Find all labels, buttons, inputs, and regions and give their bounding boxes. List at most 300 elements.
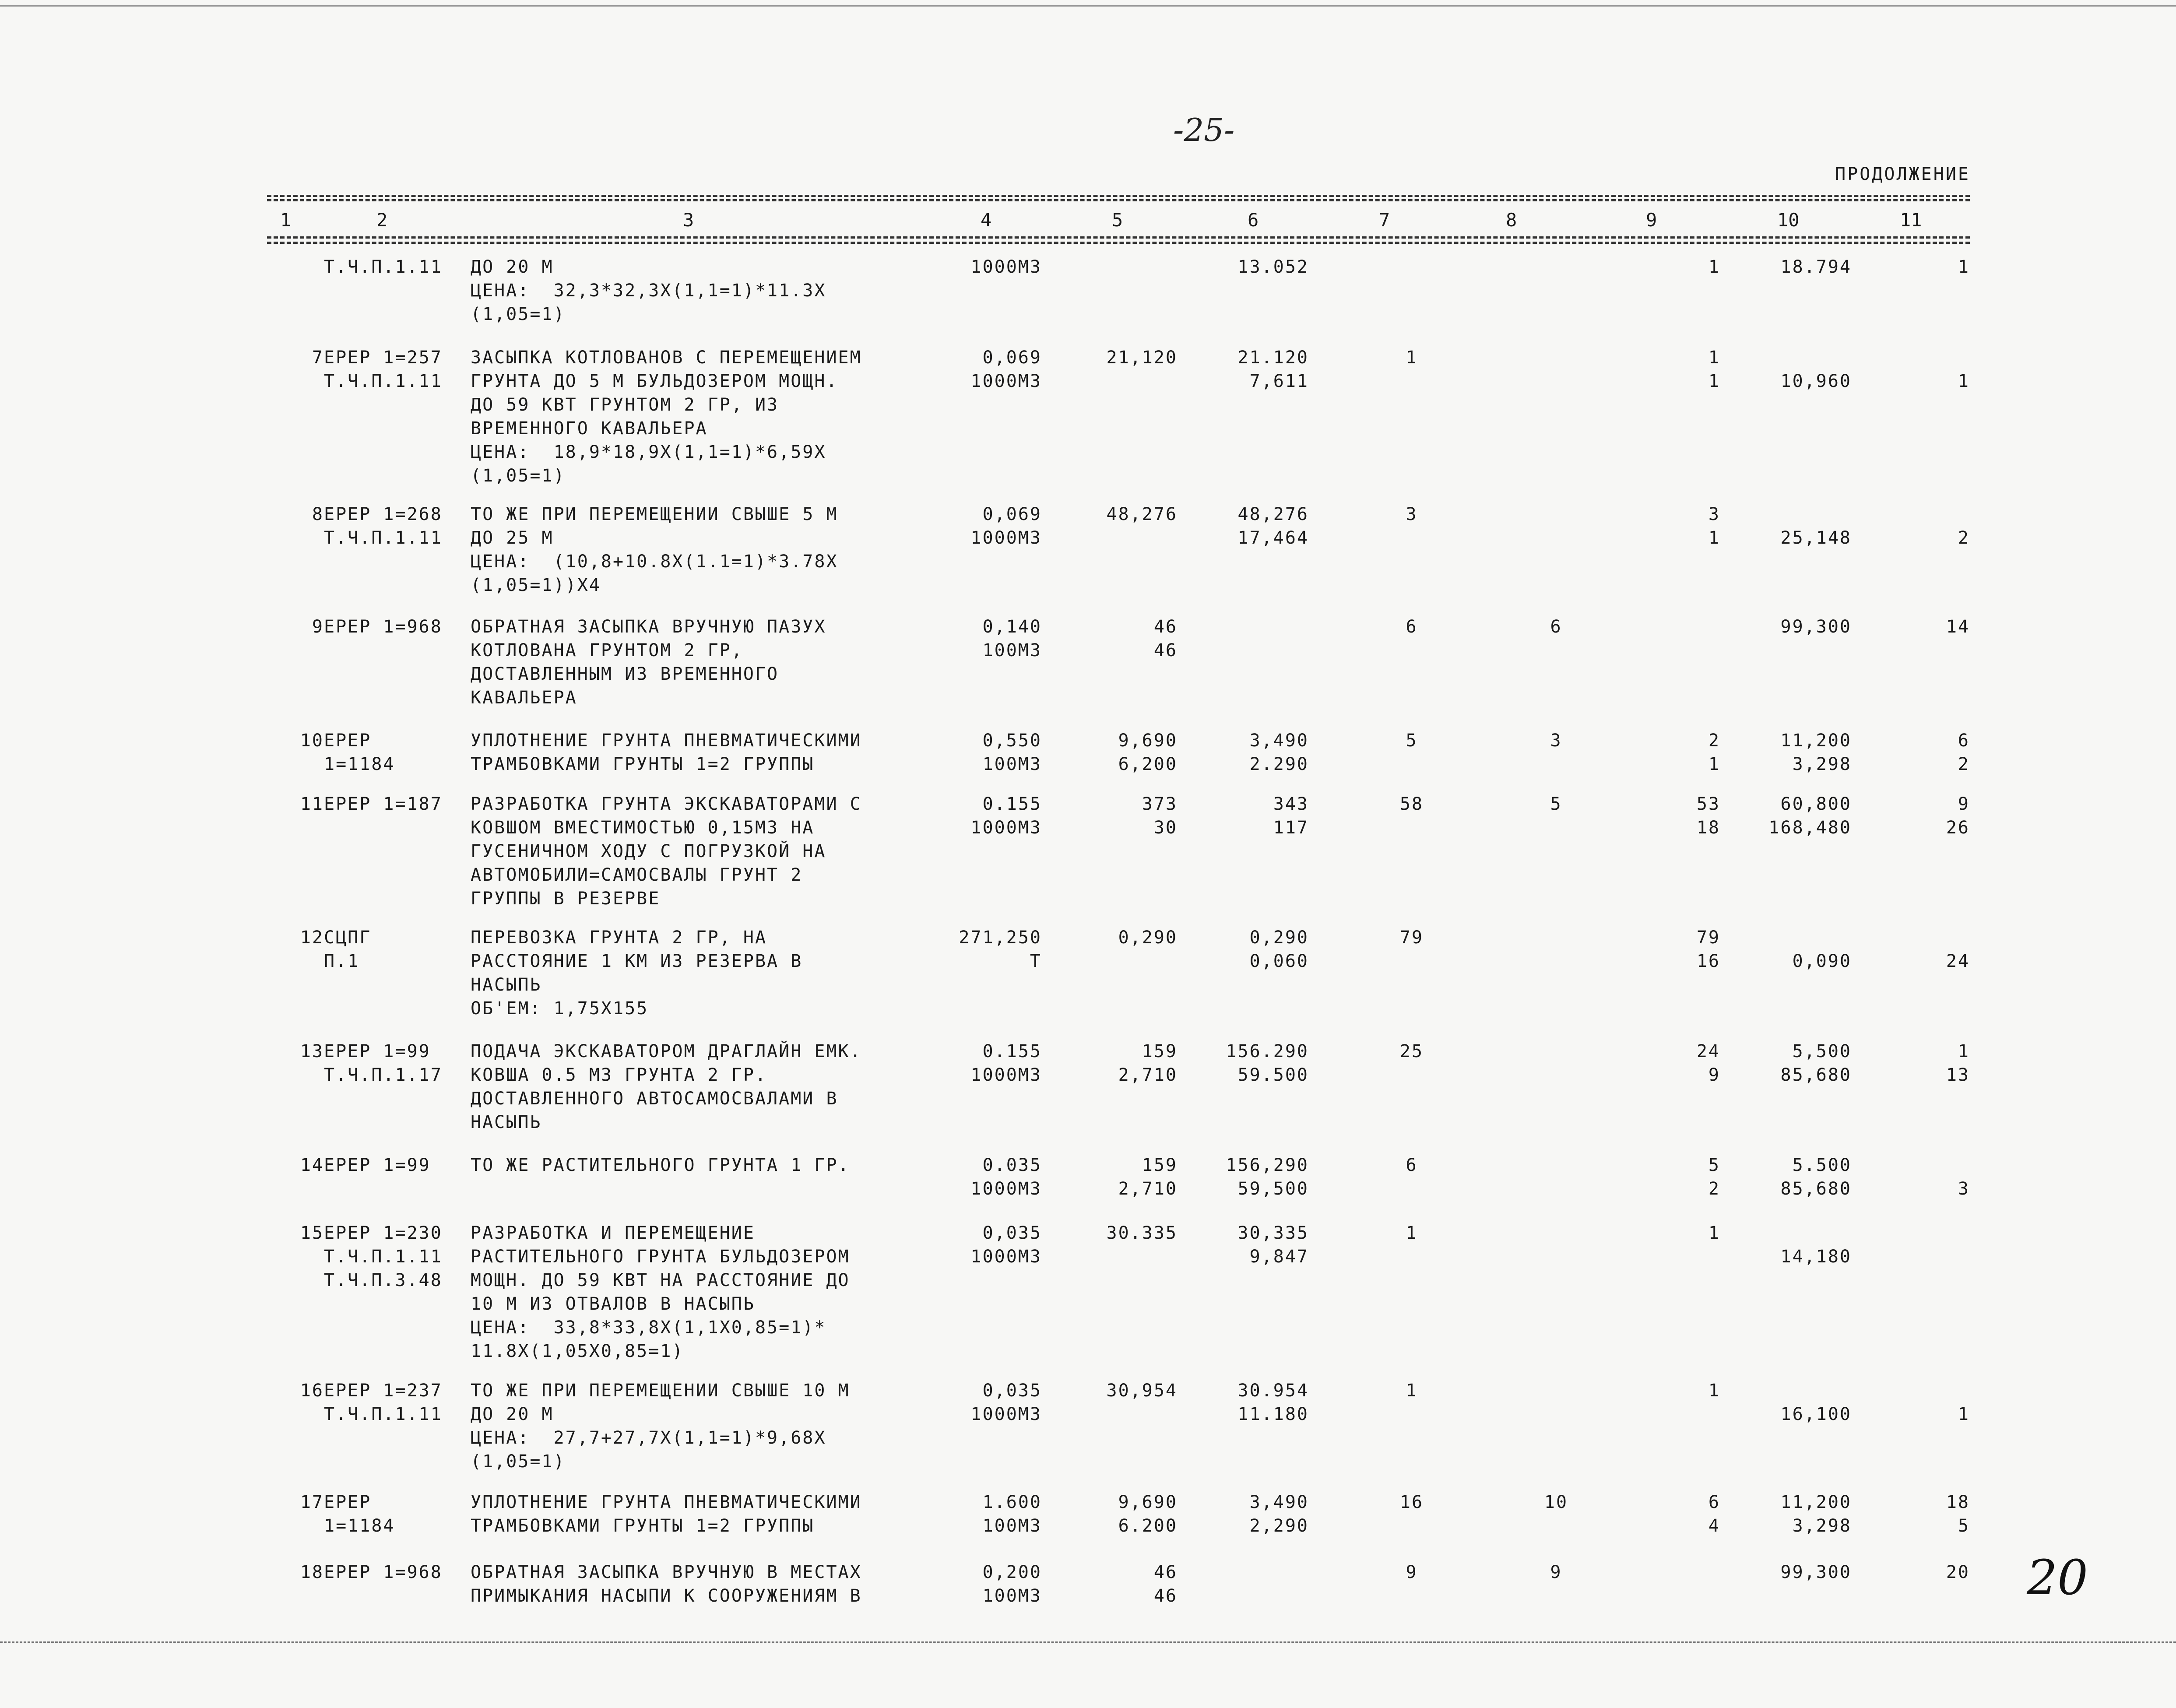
cell-col-1 — [245, 1153, 324, 1177]
cell-line: 3 — [1406, 504, 1418, 524]
cell-col-1 — [245, 346, 324, 369]
cell-line: 18 — [300, 1562, 324, 1582]
header-col-1: 1 — [280, 209, 292, 231]
cell-line: 30.335 — [1106, 1223, 1178, 1243]
cell-col-2 — [324, 615, 468, 639]
cell-col-2 — [324, 255, 468, 279]
cell-col-10 — [1729, 1490, 1852, 1538]
cell-line — [1379, 255, 1445, 279]
cell-line: 159 — [1142, 1155, 1178, 1175]
cell-line: 4 — [1708, 1516, 1720, 1536]
cell-col-6 — [1182, 346, 1309, 393]
cell-line — [1729, 1379, 1852, 1402]
cell-col-4 — [932, 1490, 1042, 1538]
cell-line: Т.Ч.П.3.48 — [324, 1270, 443, 1290]
cell-line: Т.Ч.П.1.11 — [324, 1404, 443, 1424]
cell-line: 0,035 — [982, 1381, 1042, 1401]
cell-col-7 — [1379, 792, 1445, 816]
cell-line — [1729, 503, 1852, 526]
cell-line: ДО 20 М — [471, 257, 554, 277]
cell-line: 16,100 — [1780, 1404, 1852, 1424]
cell-line: 1 — [1406, 348, 1418, 368]
cell-line: 18 — [1696, 818, 1720, 838]
cell-line: 1 — [1958, 257, 1970, 277]
cell-line: ЕРЕР 1=187 — [324, 794, 443, 814]
cell-line: 11,200 — [1780, 731, 1852, 751]
cell-col-3 — [471, 255, 926, 326]
cell-line: (1,05=1) — [471, 466, 566, 486]
cell-line: 26 — [1946, 818, 1970, 838]
cell-line: 0,069 — [982, 504, 1042, 524]
header-col-2: 2 — [376, 209, 388, 231]
cell-col-9 — [1663, 255, 1720, 279]
cell-line — [245, 255, 324, 279]
cell-line: 59,500 — [1237, 1179, 1309, 1199]
cell-col-7 — [1379, 615, 1445, 639]
cell-line: 1000М3 — [970, 371, 1042, 391]
cell-line: ДО 59 КВТ ГРУНТОМ 2 ГР, ИЗ — [471, 395, 779, 415]
cell-line: 1 — [1406, 1223, 1418, 1243]
cell-line: КОВШОМ ВМЕСТИМОСТЬЮ 0,15М3 НА — [471, 818, 815, 838]
cell-line: (1,05=1))Х4 — [471, 575, 601, 595]
cell-col-6 — [1182, 1560, 1309, 1584]
cell-line: 9 — [1550, 1562, 1562, 1582]
cell-col-4 — [932, 729, 1042, 776]
cell-line — [1182, 1560, 1309, 1584]
cell-line: 8 — [312, 504, 324, 524]
cell-line: ЕРЕР 1=268 — [324, 504, 443, 524]
cell-line: 6 — [1406, 617, 1418, 637]
cell-line: 1000М3 — [970, 1179, 1042, 1199]
cell-line: 3 — [1958, 1179, 1970, 1199]
cell-line: ЕРЕР 1=968 — [324, 1562, 443, 1582]
cell-line: 0.035 — [982, 1155, 1042, 1175]
cell-line: 16 — [300, 1381, 324, 1401]
cell-line: 79 — [1399, 928, 1424, 948]
cell-col-2 — [324, 1379, 468, 1426]
cell-line — [1729, 1221, 1852, 1245]
cell-line: ЕРЕР — [324, 731, 372, 751]
cell-col-4 — [932, 503, 1042, 550]
cell-line: 0,069 — [982, 348, 1042, 368]
cell-line: 271,250 — [959, 928, 1042, 948]
cell-col-11 — [1882, 729, 1970, 776]
cell-line: РАСТИТЕЛЬНОГО ГРУНТА БУЛЬДОЗЕРОМ — [471, 1247, 850, 1267]
cell-col-6 — [1182, 1490, 1309, 1538]
cell-col-3 — [471, 1560, 926, 1608]
cell-line: 85,680 — [1780, 1179, 1852, 1199]
cell-col-5 — [1051, 1560, 1178, 1608]
cell-col-3 — [471, 1040, 926, 1134]
cell-line — [1523, 1040, 1589, 1063]
cell-col-10 — [1729, 792, 1852, 840]
cell-line: 5 — [1550, 794, 1562, 814]
cell-line: 0,290 — [1249, 928, 1309, 948]
cell-line: 1000М3 — [970, 1065, 1042, 1085]
cell-line: КОВША 0.5 М3 ГРУНТА 2 ГР. — [471, 1065, 767, 1085]
cell-col-3 — [471, 729, 926, 776]
cell-col-11 — [1882, 503, 1970, 550]
cell-col-10 — [1729, 1379, 1852, 1426]
cell-col-8 — [1523, 615, 1589, 639]
cell-line: 100М3 — [982, 1586, 1042, 1606]
cell-line: 159 — [1142, 1041, 1178, 1061]
header-bottom-rule-2 — [267, 242, 1970, 244]
cell-col-5 — [1051, 792, 1178, 840]
cell-line: П.1 — [324, 951, 360, 971]
cell-line: ДОСТАВЛЕННОГО АВТОСАМОСВАЛАМИ В — [471, 1089, 838, 1109]
continued-label: ПРОДОЛЖЕНИЕ — [1835, 164, 1970, 184]
cell-line — [1663, 615, 1720, 639]
cell-col-1 — [245, 255, 324, 279]
cell-col-6 — [1182, 255, 1309, 279]
cell-line: 0,290 — [1118, 928, 1178, 948]
cell-col-7 — [1379, 1040, 1445, 1063]
cell-line: ЕРЕР 1=99 — [324, 1155, 431, 1175]
cell-line: 9 — [1406, 1562, 1418, 1582]
cell-line: 3 — [1550, 731, 1562, 751]
cell-col-4 — [932, 346, 1042, 393]
cell-line: 13 — [1946, 1065, 1970, 1085]
cell-col-4 — [932, 926, 1042, 973]
cell-col-8 — [1523, 926, 1589, 949]
cell-col-9 — [1663, 729, 1720, 776]
cell-col-5 — [1051, 615, 1178, 662]
cell-line — [1882, 1379, 1970, 1402]
handwritten-mark: 20 — [2027, 1550, 2088, 1606]
cell-line: 9,690 — [1118, 731, 1178, 751]
cell-line: ОБ'ЕМ: 1,75Х155 — [471, 998, 649, 1019]
cell-line: 24 — [1946, 951, 1970, 971]
cell-col-1 — [245, 615, 324, 639]
cell-line: 156,290 — [1226, 1155, 1309, 1175]
cell-line: 2,710 — [1118, 1065, 1178, 1085]
cell-line: 7,611 — [1249, 371, 1309, 391]
cell-line: (1,05=1) — [471, 304, 566, 324]
cell-line: ЦЕНА: 27,7+27,7Х(1,1=1)*9,68Х — [471, 1428, 826, 1448]
cell-line: 25 — [1399, 1041, 1424, 1061]
cell-col-11 — [1882, 1560, 1970, 1584]
cell-line: 1 — [1708, 1223, 1720, 1243]
cell-col-11 — [1882, 1040, 1970, 1087]
cell-col-2 — [324, 792, 468, 816]
cell-col-5 — [1051, 926, 1178, 949]
cell-line — [1882, 926, 1970, 949]
cell-line: 17,464 — [1237, 528, 1309, 548]
cell-line: 3,298 — [1792, 1516, 1852, 1536]
cell-col-8 — [1523, 255, 1589, 279]
cell-line: 15 — [300, 1223, 324, 1243]
cell-col-5 — [1051, 729, 1178, 776]
cell-line — [1051, 255, 1178, 279]
cell-line: ЕРЕР — [324, 1492, 372, 1512]
cell-col-9 — [1663, 346, 1720, 393]
cell-line: 1 — [1958, 1404, 1970, 1424]
cell-col-6 — [1182, 1153, 1309, 1201]
cell-col-5 — [1051, 1040, 1178, 1087]
cell-line: 21,120 — [1106, 348, 1178, 368]
cell-line: ДО 25 М — [471, 528, 554, 548]
cell-col-7 — [1379, 926, 1445, 949]
cell-line: МОЩН. ДО 59 КВТ НА РАССТОЯНИЕ ДО — [471, 1270, 850, 1290]
cell-line: 46 — [1153, 640, 1178, 661]
cell-line: 1000М3 — [970, 1404, 1042, 1424]
cell-line: 20 — [1946, 1562, 1970, 1582]
cell-line — [1523, 926, 1589, 949]
cell-line: 0,140 — [982, 617, 1042, 637]
cell-col-3 — [471, 1221, 926, 1363]
cell-col-3 — [471, 926, 926, 1020]
cell-line: 0,090 — [1792, 951, 1852, 971]
cell-col-7 — [1379, 1153, 1445, 1177]
cell-line: 11 — [300, 794, 324, 814]
cell-line: ЦЕНА: 18,9*18,9Х(1,1=1)*6,59Х — [471, 442, 826, 462]
cell-line: 21.120 — [1237, 348, 1309, 368]
cell-line: 16 — [1696, 951, 1720, 971]
header-col-5: 5 — [1112, 209, 1123, 231]
cell-line: РАЗРАБОТКА ГРУНТА ЭКСКАВАТОРАМИ С — [471, 794, 862, 814]
cell-line: Т.Ч.П.1.11 — [324, 1247, 443, 1267]
cell-col-3 — [471, 1379, 926, 1473]
cell-col-11 — [1882, 1379, 1970, 1426]
cell-line: 6.200 — [1118, 1516, 1178, 1536]
cell-line: 9 — [1958, 794, 1970, 814]
cell-line: 85,680 — [1780, 1065, 1852, 1085]
cell-col-3 — [471, 503, 926, 597]
cell-line: ГРУППЫ В РЕЗЕРВЕ — [471, 889, 661, 909]
cell-line: ТО ЖЕ РАСТИТЕЛЬНОГО ГРУНТА 1 ГР. — [471, 1155, 850, 1175]
cell-line: Т.Ч.П.1.11 — [324, 257, 443, 277]
cell-line: ОБРАТНАЯ ЗАСЫПКА ВРУЧНУЮ ПАЗУХ — [471, 617, 826, 637]
cell-line: ГУСЕНИЧНОМ ХОДУ С ПОГРУЗКОЙ НА — [471, 841, 826, 861]
cell-line — [1523, 1221, 1589, 1245]
header-col-6: 6 — [1248, 209, 1259, 231]
cell-line: 46 — [1153, 617, 1178, 637]
cell-line: УПЛОТНЕНИЕ ГРУНТА ПНЕВМАТИЧЕСКИМИ — [471, 1492, 862, 1512]
cell-line: 1=1184 — [324, 1516, 395, 1536]
cell-line — [1882, 1153, 1970, 1177]
cell-line: 1 — [1708, 371, 1720, 391]
cell-col-11 — [1882, 615, 1970, 639]
cell-line: 30.954 — [1237, 1381, 1309, 1401]
cell-line: 10 М ИЗ ОТВАЛОВ В НАСЫПЬ — [471, 1294, 755, 1314]
cell-col-6 — [1182, 615, 1309, 639]
cell-col-10 — [1729, 255, 1852, 279]
cell-line: 13.052 — [1237, 257, 1309, 277]
cell-col-10 — [1729, 729, 1852, 776]
cell-col-8 — [1523, 1490, 1589, 1514]
cell-line: 0,550 — [982, 731, 1042, 751]
cell-line: 58 — [1399, 794, 1424, 814]
cell-line: ЦЕНА: 33,8*33,8Х(1,1Х0,85=1)* — [471, 1318, 826, 1338]
cell-col-4 — [932, 615, 1042, 662]
cell-line: ЗАСЫПКА КОТЛОВАНОВ С ПЕРЕМЕЩЕНИЕМ — [471, 348, 862, 368]
cell-line: 100М3 — [982, 754, 1042, 774]
header-col-11: 11 — [1900, 209, 1922, 231]
cell-line: 100М3 — [982, 640, 1042, 661]
cell-line: 9 — [312, 617, 324, 637]
cell-line: 117 — [1273, 818, 1309, 838]
cell-line: ЦЕНА: 32,3*32,3Х(1,1=1)*11.3Х — [471, 281, 826, 301]
cell-line — [1523, 503, 1589, 526]
cell-col-5 — [1051, 1153, 1178, 1201]
cell-col-7 — [1379, 255, 1445, 279]
cell-col-8 — [1523, 1153, 1589, 1177]
table-top-rule — [267, 195, 1970, 197]
cell-line: 1000М3 — [970, 1247, 1042, 1267]
cell-col-3 — [471, 346, 926, 488]
cell-line: 1 — [1708, 1381, 1720, 1401]
cell-col-4 — [932, 1153, 1042, 1201]
cell-line: ТРАМБОВКАМИ ГРУНТЫ 1=2 ГРУППЫ — [471, 1516, 815, 1536]
cell-line: 5 — [1406, 731, 1418, 751]
cell-line — [1523, 346, 1589, 369]
cell-line: 25,148 — [1780, 528, 1852, 548]
cell-col-3 — [471, 615, 926, 710]
cell-col-7 — [1379, 729, 1445, 752]
header-col-8: 8 — [1506, 209, 1517, 231]
cell-col-2 — [324, 1040, 468, 1087]
cell-line: 373 — [1142, 794, 1178, 814]
cell-col-5 — [1051, 1379, 1178, 1402]
cell-line: 1 — [1406, 1381, 1418, 1401]
cell-line: 0.155 — [982, 1041, 1042, 1061]
cell-line: 14 — [1946, 617, 1970, 637]
cell-col-1 — [245, 1221, 324, 1245]
cell-line: ЕРЕР 1=99 — [324, 1041, 431, 1061]
cell-col-9 — [1663, 1040, 1720, 1087]
cell-col-9 — [1663, 503, 1720, 550]
cell-col-1 — [245, 926, 324, 949]
page-number: -25- — [1173, 112, 1235, 148]
cell-col-2 — [324, 1560, 468, 1584]
cell-col-8 — [1523, 346, 1589, 369]
cell-line: ДО 20 М — [471, 1404, 554, 1424]
cell-col-11 — [1882, 1490, 1970, 1538]
cell-col-10 — [1729, 1221, 1852, 1269]
cell-col-4 — [932, 255, 1042, 279]
cell-line: 59.500 — [1237, 1065, 1309, 1085]
cell-col-5 — [1051, 1490, 1178, 1538]
cell-col-1 — [245, 503, 324, 526]
cell-col-1 — [245, 1040, 324, 1063]
cell-col-11 — [1882, 255, 1970, 279]
cell-col-2 — [324, 1490, 468, 1538]
cell-line — [1523, 255, 1589, 279]
cell-line: ГРУНТА ДО 5 М БУЛЬДОЗЕРОМ МОЩН. — [471, 371, 838, 391]
cell-line: 1 — [1958, 371, 1970, 391]
cell-line: ТО ЖЕ ПРИ ПЕРЕМЕЩЕНИИ СВЫШЕ 10 М — [471, 1381, 850, 1401]
cell-line: 9 — [1708, 1065, 1720, 1085]
cell-line: 9,847 — [1249, 1247, 1309, 1267]
cell-line: 6 — [1708, 1492, 1720, 1512]
cell-line: 2.290 — [1249, 754, 1309, 774]
cell-col-8 — [1523, 729, 1589, 752]
table-top-rule-2 — [267, 199, 1970, 201]
cell-col-10 — [1729, 1040, 1852, 1087]
cell-col-6 — [1182, 926, 1309, 973]
cell-line: КОТЛОВАНА ГРУНТОМ 2 ГР, — [471, 640, 743, 661]
cell-line: 6,200 — [1118, 754, 1178, 774]
cell-line: 30 — [1153, 818, 1178, 838]
cell-line: 99,300 — [1780, 617, 1852, 637]
cell-line: 14,180 — [1780, 1247, 1852, 1267]
cell-line: 3,490 — [1249, 1492, 1309, 1512]
cell-col-6 — [1182, 1040, 1309, 1087]
cell-col-9 — [1663, 792, 1720, 840]
cell-line: ВРЕМЕННОГО КАВАЛЬЕРА — [471, 418, 708, 439]
cell-col-8 — [1523, 503, 1589, 526]
cell-col-4 — [932, 1379, 1042, 1426]
cell-col-6 — [1182, 729, 1309, 776]
cell-line: ЕРЕР 1=230 — [324, 1223, 443, 1243]
cell-col-5 — [1051, 1221, 1178, 1245]
cell-line: 1 — [1708, 754, 1720, 774]
cell-line: 46 — [1153, 1586, 1178, 1606]
cell-line: 11.8Х(1,05Х0,85=1) — [471, 1341, 684, 1361]
cell-col-3 — [471, 1153, 926, 1177]
cell-line: 30,954 — [1106, 1381, 1178, 1401]
header-col-3: 3 — [683, 209, 694, 231]
cell-col-6 — [1182, 1221, 1309, 1269]
cell-col-7 — [1379, 1560, 1445, 1584]
cell-line: 10 — [1544, 1492, 1568, 1512]
cell-line: ТО ЖЕ ПРИ ПЕРЕМЕЩЕНИИ СВЫШЕ 5 М — [471, 504, 838, 524]
cell-line: ЕРЕР 1=257 — [324, 348, 443, 368]
cell-line: 1 — [1708, 257, 1720, 277]
cell-line: Т.Ч.П.1.17 — [324, 1065, 443, 1085]
cell-col-11 — [1882, 1221, 1970, 1245]
cell-col-9 — [1663, 1490, 1720, 1538]
cell-line: 1.600 — [982, 1492, 1042, 1512]
cell-line: ПОДАЧА ЭКСКАВАТОРОМ ДРАГЛАЙН ЕМК. — [471, 1041, 862, 1061]
cell-line — [1182, 615, 1309, 639]
cell-line: 48,276 — [1106, 504, 1178, 524]
cell-line: 100М3 — [982, 1516, 1042, 1536]
cell-line — [1523, 1153, 1589, 1177]
cell-line: ОБРАТНАЯ ЗАСЫПКА ВРУЧНУЮ В МЕСТАХ — [471, 1562, 862, 1582]
cell-line: 3 — [1708, 504, 1720, 524]
cell-line — [1882, 1221, 1970, 1245]
cell-line: РАССТОЯНИЕ 1 КМ ИЗ РЕЗЕРВА В — [471, 951, 803, 971]
cell-line: Т.Ч.П.1.11 — [324, 528, 443, 548]
cell-col-3 — [471, 792, 926, 910]
cell-line: 156.290 — [1226, 1041, 1309, 1061]
cell-line: 168,480 — [1768, 818, 1852, 838]
cell-col-7 — [1379, 346, 1445, 369]
cell-col-8 — [1523, 1040, 1589, 1063]
cell-col-9 — [1663, 1379, 1720, 1402]
cell-line: КАВАЛЬЕРА — [471, 688, 577, 708]
cell-line: 11.180 — [1237, 1404, 1309, 1424]
cell-line: ЕРЕР 1=237 — [324, 1381, 443, 1401]
cell-col-8 — [1523, 1379, 1589, 1402]
cell-col-8 — [1523, 1560, 1589, 1584]
cell-col-6 — [1182, 792, 1309, 840]
cell-col-2 — [324, 729, 468, 776]
cell-line: 6 — [1550, 617, 1562, 637]
cell-col-7 — [1379, 1221, 1445, 1245]
cell-line: УПЛОТНЕНИЕ ГРУНТА ПНЕВМАТИЧЕСКИМИ — [471, 731, 862, 751]
cell-line: (1,05=1) — [471, 1451, 566, 1472]
cell-line: 1 — [1708, 348, 1720, 368]
cell-col-1 — [245, 792, 324, 816]
cell-line: 0,035 — [982, 1223, 1042, 1243]
cell-col-1 — [245, 1560, 324, 1584]
cell-line: 10,960 — [1780, 371, 1852, 391]
cell-col-4 — [932, 792, 1042, 840]
cell-col-4 — [932, 1560, 1042, 1608]
